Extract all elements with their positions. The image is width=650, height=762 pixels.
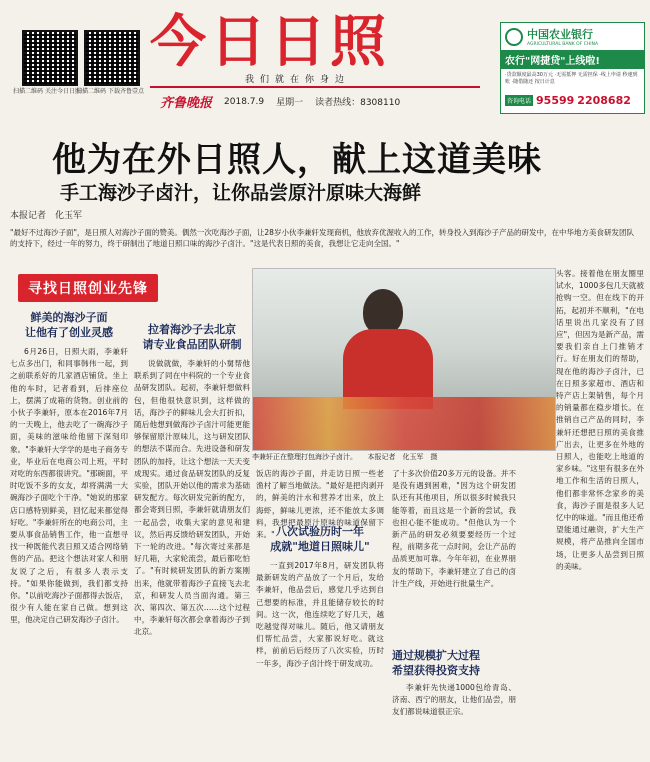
- column-1: [10, 310, 128, 751]
- col3-body: 一直到2017年8月，研发团队将最新研发的产品放了一个月后，发给李兼轩，他品尝后，感觉几乎达到自己想要的标准，并且能储存较长的时间。这一次，他连续吃了好几天，越吃越觉得对味儿。随后，他又请朋友们帮忙品尝，大家都说好吃。就这样，前前后后经历了八次实验，历时一年多，海沙子卤汁终于研发成功。: [256, 561, 384, 668]
- ad-phone-1: 95599: [536, 94, 575, 107]
- masthead-rule: [150, 86, 480, 88]
- article-photo: [252, 268, 556, 451]
- column-2: [134, 322, 250, 751]
- issue-date: 2018.7.9: [224, 96, 265, 107]
- col4-body-top: 了十多次价值20多万元的设备。并不是没有遇到困难，"因为这个研发团队还有其他项目，所以很多时候我只能等着，而且这是一个新的尝试，我也担心能不能成功。"但他认为一个新产品的研发必须要要经历一个过程，前期多花一点时间，会让产品的品质更加可靠。今年年初，在业界朋友的帮助下，李兼轩建立了自己的卤汁生产线，开始进行批量生产。: [392, 469, 516, 588]
- col5-body: 头客。接着他在朋友圈里试水，1000多包几天就被抢购一空。但在线下的开拓，起初并不顺利，"在电话里说出几家没有了回应"，但因为是新产品，需要我们亲自上门推销才行。好在朋友们的帮助，现在他的海沙子卤汁，已在日照多家超市、酒店和特产店上架销售，每个月的销量都在稳步增长。在推销自己产品的同时，李兼轩还想把日照的美食推广出去，让更多在外地的日照人，也能吃上地道的家乡味。"这里有很多在外地工作和生活的日照人，他们都非常怀念家乡的美食，海沙子面是很多人记忆中的味道。"而且他还希望能通过融资，扩大生产规模，将产品推向全国市场，让更多人品尝到日照的美味。: [556, 269, 644, 571]
- dateline: [160, 92, 400, 111]
- article-subheadline: 手工海沙子卤汁，让你品尝原汁原味大海鲜: [60, 182, 422, 204]
- masthead-title: 今日日照: [150, 9, 390, 75]
- col2-subhead-1: 拉着海沙子去北京: [148, 323, 236, 336]
- bank-advertisement: [500, 22, 645, 114]
- issue-weekday: 星期一: [276, 98, 304, 108]
- bank-name: 中国农业银行: [527, 28, 593, 41]
- col4-body: 李兼轩先快递1000包给青岛、济南、西宁的朋友，让他们品尝，朋友们都说味道很正宗。: [392, 683, 516, 717]
- col2-body: 说做就做，李兼轩的小舅帮他联系到了同在中科院的一个专业食品研发团队。起初，李兼轩想做料包，但他很快意识到，这样做的话，海沙子的鲜味儿会大打折扣，随后他想到做海沙子卤汁可能更能够保留原汁原味儿，这与研发团队的想法不谋而合。先进设备和研发团队的加持，让这个想法一天天变成现实。通过食品研发团队的反复实验，团队开始以他的需求为基础研发配方。每次研发完新的配方，都会寄到日照，李兼轩就请朋友们一起品尝，收集大家的意见和建议，然后再反馈给研发团队，开始下一轮的改进。"每次寄过来都是好几箱，大家轮流尝，最后都吃怕了。"有时候研发团队的新方案刚出来，他就带着海沙子直接飞去北京，和研发人员当面沟通。第三次、第四次、第五次……这个过程中，李兼轩每次都会拿着海沙子到北京。: [134, 359, 250, 637]
- ad-details: ·贷款额度最高30万元 ·无需抵押 无需担保 ·线上申请 秒速到账 ·随借随还 按日计息: [505, 72, 638, 85]
- brand-logo: 齐鲁晚报: [160, 96, 213, 111]
- qr-code-left: [22, 30, 78, 86]
- bank-name-en: AGRICULTURAL BANK OF CHINA: [527, 42, 599, 47]
- column-4: [392, 468, 516, 740]
- ad-hotline-label: 咨询电话: [505, 95, 533, 106]
- bank-logo-icon: [505, 28, 523, 46]
- col4-subhead-2: 希望获得投资支持: [392, 664, 480, 677]
- col1-subhead-1: 鲜美的海沙子面: [30, 311, 108, 324]
- col1-body: 6月26日，日照大雨，李兼轩七点多出门，和同事韩伟一起，到之前联系好的几家酒店铺货。坐上他的车时，记者看到，后排座位上，摆满了成箱的货物。创业前的小伙子李兼轩，原本在2016年7月的一天晚上，他去吃了一碗海沙子面，美味的滋味给他留下深刻印象。"李兼轩大学学的是电子商务专业，毕业后在电商公司上班，平时对吃的东西都很讲究。"那碗面，平时吃饭不多的女友，却将满满一大碗海沙子面吃个干净。"她说的那家店口感特别鲜美，回忆起来都觉得好吃。"李兼轩所在的电商公司，主要从事食品销售工作，他一直想寻找一种既能代表日照又适合网络销售的产品。把这个想法对家人和朋友说了之后，有很多人表示支持。"如果你能做到，我们都支持你。"以前吃海沙子面都得去饭店，很少有人能在家自己做。想到这里，他决定自己研发海沙子卤汁。: [10, 347, 128, 625]
- ad-phone-2: 2208682: [577, 94, 631, 107]
- qr-left-caption: 扫描二维码 关注今日日照: [13, 88, 81, 95]
- qr-code-right: [84, 30, 140, 86]
- col3-subhead-1: 八次试验历时一年: [276, 525, 364, 538]
- qr-right-caption: 扫描二维码 下载齐鲁壹点: [76, 88, 144, 95]
- article-byline: 本报记者 化玉军: [10, 211, 83, 221]
- article-headline: 他为在外日照人，献上这道美味: [52, 140, 542, 180]
- col4-subhead-1: 通过规模扩大过程: [392, 649, 480, 662]
- photo-caption: 李兼轩正在整理打包海沙子卤汁。 本报记者 化玉军 摄: [252, 453, 438, 461]
- reader-hotline: 读者热线：8308110: [315, 98, 401, 108]
- column-3: [256, 468, 384, 750]
- col1-subhead-2: 让他有了创业灵感: [25, 326, 113, 339]
- column-5: [556, 268, 644, 758]
- ad-promo: 农行"网捷贷"上线啦!: [501, 50, 644, 69]
- article-lead: "最好不过海沙子面"，是日照人对海沙子面的赞美。偶然一次吃海沙子面，让28岁小伙李兼轩发现商机，他放弃优渥收入的工作，转身投入到海沙子产品的研发中，在中华地方美食研发团队的支持下，经过一年的努力，终于研制出了地道日照口味的海沙子卤汁。"这是代表日照的美食，我想让它走向全国。": [10, 228, 634, 248]
- col3-body-top: 饭店的海沙子面，并走访日照一些老渔村了解当地做法。"最好是把肉剥开的，鲜美的汁水和营养才出来，放上海虾，鲜味儿更浓，还不能放太多调料，我想把最原汁原味的味道保留下来。": [256, 469, 384, 540]
- col2-subhead-2: 请专业食品团队研制: [142, 338, 242, 351]
- section-banner: 寻找日照创业先锋: [18, 274, 158, 302]
- col3-subhead-2: 成就"地道日照味儿": [270, 540, 370, 553]
- photo-product-packs: [253, 397, 555, 450]
- masthead-slogan: 我们就在你身边: [245, 75, 351, 85]
